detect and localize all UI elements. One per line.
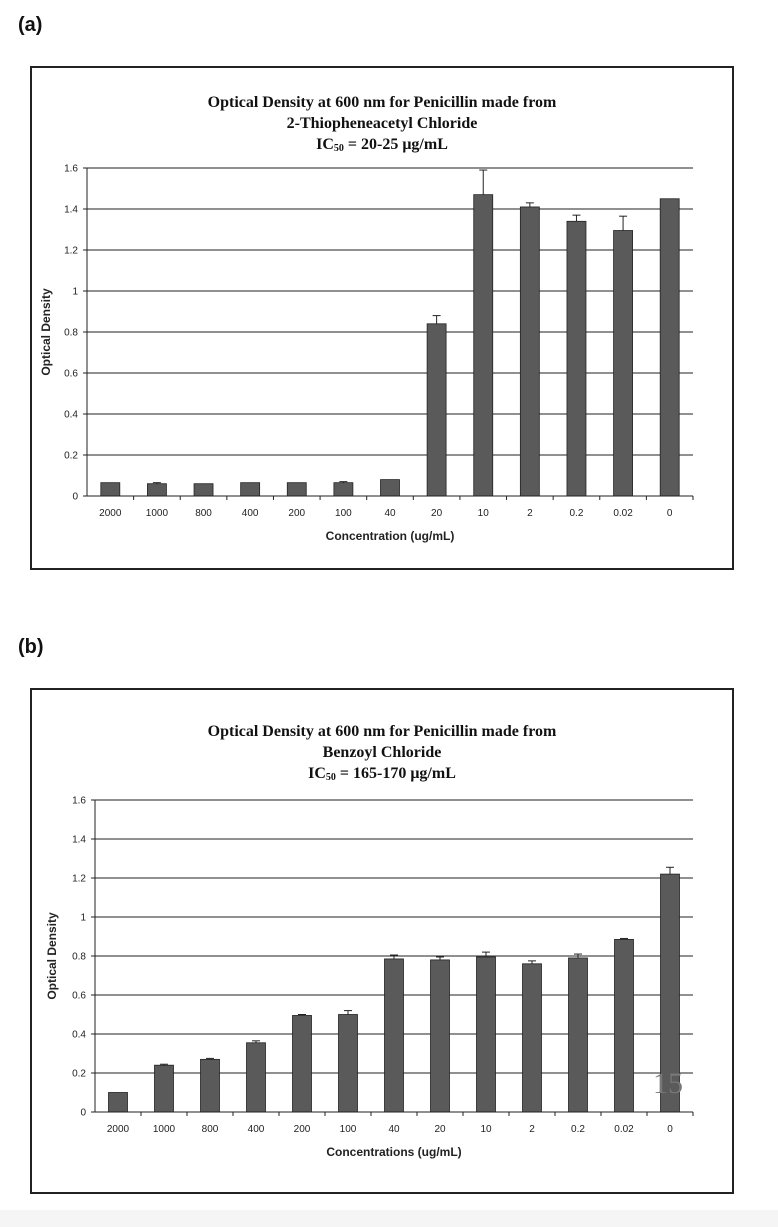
chart-a-ytick-label: 0.8: [64, 327, 78, 339]
chart-a-xtick-label: 0.2: [569, 508, 584, 519]
chart-b-bar: [293, 1015, 312, 1112]
chart-a-xtick-label: 1000: [145, 508, 169, 519]
chart-b-bar: [109, 1093, 128, 1113]
chart-a-ytick-label: 0.4: [64, 409, 78, 421]
chart-a-bar: [614, 231, 633, 496]
chart-a-ytick-label: 1.2: [64, 245, 78, 257]
chart-a-ic50-prefix: IC: [316, 136, 334, 153]
chart-a-bar: [660, 199, 679, 496]
chart-a-bar: [520, 207, 539, 496]
panel-b-label: (b): [18, 636, 44, 658]
chart-b-bar: [569, 958, 588, 1112]
chart-a-xtick-label: 20: [431, 508, 443, 519]
chart-b-xtick-label: 800: [201, 1124, 219, 1135]
chart-b-frame: [30, 688, 734, 1194]
chart-a-bar: [101, 483, 120, 496]
chart-b-xtick-label: 2000: [106, 1124, 130, 1135]
chart-a-bar: [567, 221, 586, 496]
chart-a-ylabel: Optical Density: [39, 288, 53, 376]
chart-b-ic50-prefix: IC: [308, 765, 326, 782]
chart-a-ytick-label: 1: [72, 286, 78, 298]
chart-a-ytick-label: 1.4: [64, 204, 78, 216]
chart-b-xtick-label: 0: [667, 1124, 673, 1135]
chart-a-bar: [334, 483, 353, 496]
chart-b-ytick-label: 1.4: [72, 834, 86, 846]
chart-a-bar: [194, 484, 213, 496]
chart-a-title-line-1: Optical Density at 600 nm for Penicillin made from: [207, 94, 557, 111]
chart-a-title-line-2: 2-Thiopheneacetyl Chloride: [286, 115, 478, 132]
chart-b-plot: [32, 690, 732, 1192]
chart-b-title-line-2: Benzoyl Chloride: [322, 744, 442, 761]
chart-b-bar: [155, 1065, 174, 1112]
chart-b-bar: [385, 959, 404, 1112]
chart-b-bar: [201, 1059, 220, 1112]
chart-b-ytick-label: 1.6: [72, 795, 86, 807]
chart-b-bar: [477, 957, 496, 1112]
bottom-strip: [0, 1210, 778, 1227]
chart-b-ytick-label: 1: [80, 912, 86, 924]
chart-a-xtick-label: 2000: [99, 508, 122, 519]
chart-a-bar: [241, 483, 260, 496]
chart-b-xtick-label: 40: [388, 1124, 400, 1135]
chart-b-bar: [523, 964, 542, 1112]
chart-b-xtick-label: 100: [339, 1124, 357, 1135]
chart-b-ytick-label: 0: [80, 1107, 86, 1119]
panel-a-label: (a): [18, 14, 43, 36]
page-number: 15: [653, 1067, 683, 1100]
chart-a-bar: [474, 195, 493, 496]
chart-b-xtick-label: 2: [529, 1124, 535, 1135]
chart-a-xlabel: Concentration (ug/mL): [325, 529, 455, 543]
chart-a-ytick-label: 0.2: [64, 450, 78, 462]
chart-a-bar: [287, 483, 306, 496]
chart-b-ytick-label: 0.8: [72, 951, 86, 963]
chart-a-ic50-value: = 20-25 μg/mL: [343, 136, 448, 153]
chart-a-ytick-label: 1.6: [64, 163, 78, 175]
chart-a-xtick-label: 400: [241, 508, 259, 519]
chart-b-ic50-sub: 50: [325, 772, 336, 783]
chart-a-bar: [427, 324, 446, 496]
chart-b-bar: [339, 1015, 358, 1113]
chart-b-xtick-label: 0.2: [571, 1124, 585, 1135]
chart-a-plot: [32, 68, 732, 568]
chart-b-xlabel: Concentrations (ug/mL): [326, 1145, 462, 1159]
chart-b-xtick-label: 20: [434, 1124, 446, 1135]
chart-a-xtick-label: 200: [288, 508, 306, 519]
chart-a-ytick-label: 0: [72, 491, 78, 503]
chart-b-ylabel: Optical Density: [45, 912, 59, 1000]
chart-a-xtick-label: 40: [384, 508, 396, 519]
chart-a-bar: [147, 484, 166, 496]
chart-b-title-line-1: Optical Density at 600 nm for Penicillin made from: [207, 723, 557, 740]
chart-b-ytick-label: 1.2: [72, 873, 86, 885]
chart-a-xtick-label: 10: [477, 508, 489, 519]
chart-a-xtick-label: 2: [527, 508, 533, 519]
chart-b-bar: [247, 1043, 266, 1112]
chart-a-xtick-label: 0.02: [613, 508, 633, 519]
chart-a-frame: [30, 66, 734, 570]
chart-b-ytick-label: 0.2: [72, 1068, 86, 1080]
chart-a-bar: [381, 480, 400, 496]
chart-a-ic50-sub: 50: [333, 143, 344, 154]
chart-b-bar: [615, 939, 634, 1112]
chart-b-ytick-label: 0.4: [72, 1029, 86, 1041]
chart-b-ytick-label: 0.6: [72, 990, 86, 1002]
chart-b-xtick-label: 400: [247, 1124, 265, 1135]
chart-b-xtick-label: 200: [293, 1124, 311, 1135]
chart-a-xtick-label: 100: [335, 508, 352, 519]
chart-b-xtick-label: 1000: [152, 1124, 176, 1135]
chart-b-ic50-value: = 165-170 μg/mL: [335, 765, 456, 782]
chart-b-xtick-label: 10: [480, 1124, 492, 1135]
chart-a-xtick-label: 800: [195, 508, 212, 519]
chart-a-xtick-label: 0: [666, 508, 673, 519]
chart-b-bar: [431, 960, 450, 1112]
chart-a-ytick-label: 0.6: [64, 368, 78, 380]
chart-b-xtick-label: 0.02: [614, 1124, 634, 1135]
